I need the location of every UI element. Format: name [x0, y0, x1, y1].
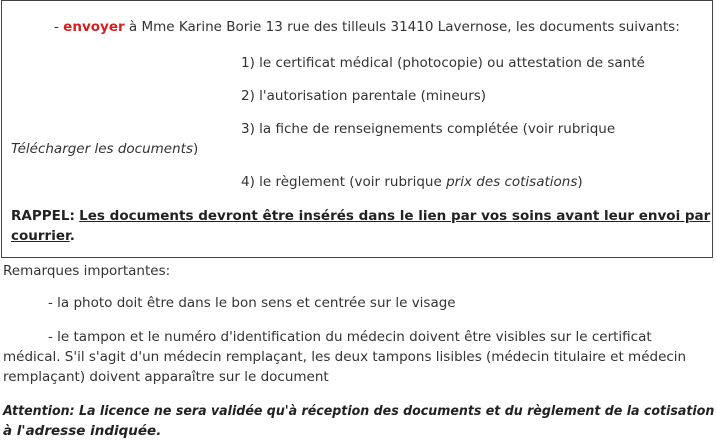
item4-close: ) — [577, 174, 583, 190]
send-keyword: envoyer — [63, 19, 125, 35]
document-item-3-continued — [11, 140, 198, 158]
item4-prefix: 4) le règlement (voir rubrique — [241, 174, 447, 190]
rappel-line-2 — [11, 227, 75, 245]
remark-photo: - la photo doit être dans le bon sens et centrée sur le visage — [48, 295, 456, 311]
remark-tampon-line-2: médical. S'il s'agit d'un médecin remplaçant, les deux tampons lisibles (médecin titulaire et médecin — [3, 349, 687, 365]
instructions-box — [1, 0, 713, 258]
rappel-text-end: courrier — [11, 228, 70, 244]
item3-close: ) — [193, 141, 199, 157]
document-item-2: 2) l'autorisation parentale (mineurs) — [241, 88, 487, 104]
attention-line-2: à l'adresse indiquée. — [3, 423, 162, 439]
remarks-heading: Remarques importantes: — [3, 263, 171, 279]
rappel-period: . — [69, 228, 75, 244]
rappel-label: RAPPEL: — [11, 208, 75, 224]
telecharger-link[interactable]: Télécharger les documents — [11, 141, 193, 157]
document-item-4 — [241, 173, 583, 191]
remark-tampon-line-1: - le tampon et le numéro d'identification du médecin doivent être visibles sur le certificat — [48, 329, 652, 345]
rappel-text: Les documents devront être insérés dans le lien par vos soins avant leur envoi par — [79, 208, 711, 224]
prix-cotisations-link[interactable]: prix des cotisations — [446, 174, 578, 190]
attention-line-1: Attention: La licence ne sera validée qu'à réception des documents et du règlement de la cotisation — [3, 403, 715, 419]
send-prefix: - — [54, 19, 64, 35]
document-item-1: 1) le certificat médical (photocopie) ou attestation de santé — [241, 55, 645, 71]
document-item-3: 3) la fiche de renseignements complétée (voir rubrique — [241, 121, 616, 137]
send-address: à Mme Karine Borie 13 rue des tilleuls 31410 Lavernose, les documents suivants: — [124, 19, 680, 35]
rappel-line-1 — [11, 207, 710, 225]
send-instruction — [54, 18, 680, 36]
remark-tampon-line-3: remplaçant) doivent apparaître sur le document — [3, 369, 329, 385]
